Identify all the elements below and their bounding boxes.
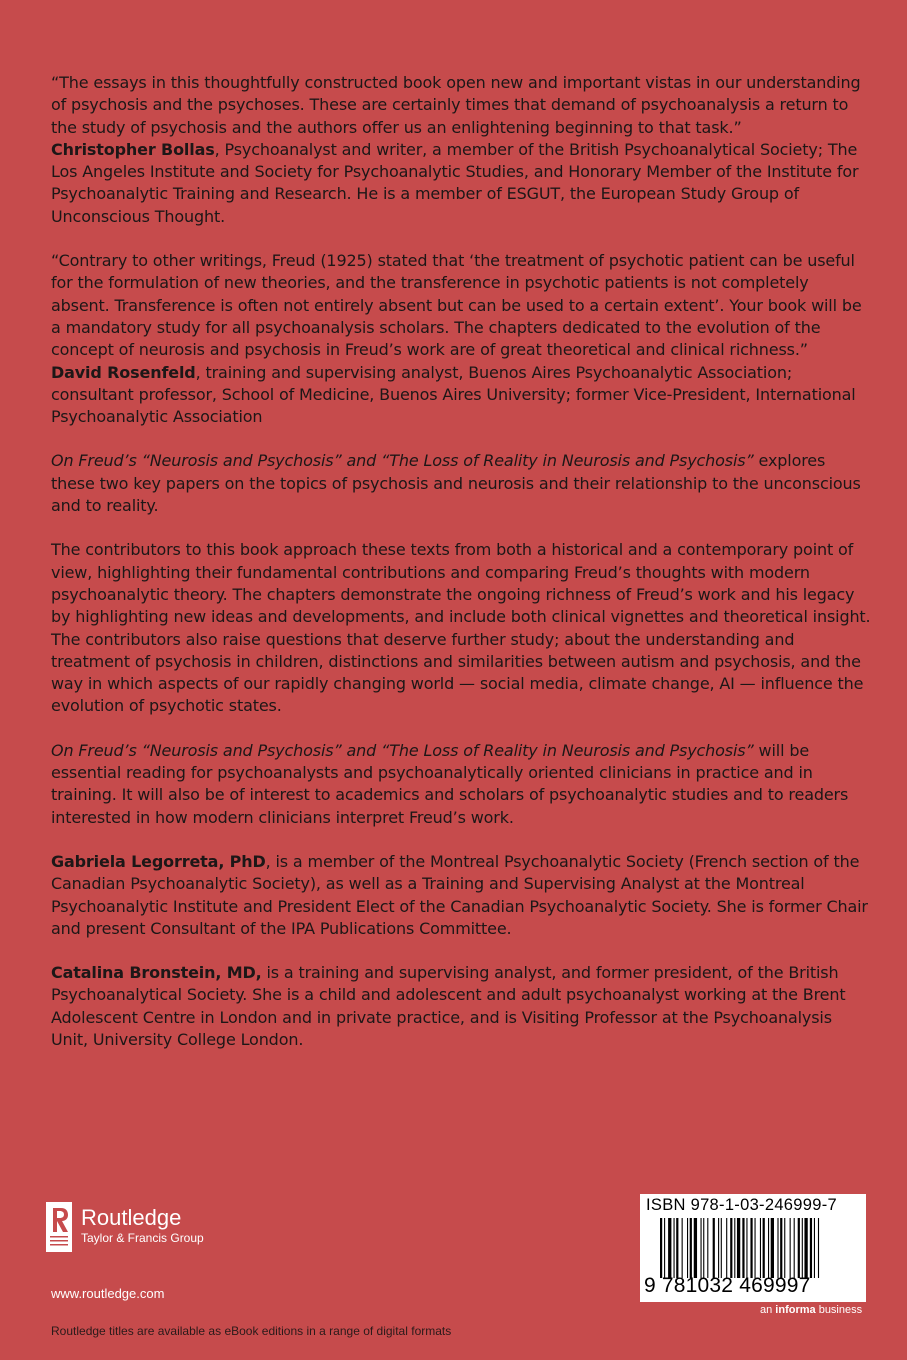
editor-name: Gabriela Legorreta, PhD [51,851,266,871]
description-paragraph-3: On Freud’s “Neurosis and Psychosis” and “The Loss of Reality in Neurosis and Psychosis” will be essential reading for psychoanalysts and psychoanalytically oriented clinicians in practice and in training. It will also be of interest to academics and scholars of psychoanalytic studies and to readers interested in how modern clinicians interpret Freud’s work. [51,740,849,827]
editor-bio-2 [51,962,871,1051]
routledge-mark-icon [46,1202,72,1252]
back-cover-text [51,72,871,1073]
barcode-icon [660,1218,856,1278]
publisher-website[interactable]: www.routledge.com [51,1286,165,1301]
editor-bio: , is a member of the Montreal Psychoanalytic Society (French section of the Canadian Psychoanalytic Society), as well as a Training and Supervising Analyst at the Montreal Psychoanalytic Institute and President Elect of the Canadian Psychoanalytic Society. She is former Chair and present Consultant of the IPA Publications Committee. [51,851,868,938]
editor-bio-1 [51,851,871,940]
endorser-description: , training and supervising analyst, Buenos Aires Psychoanalytic Association; consultant professor, School of Medicine, Buenos Aires University; former Vice-President, International Psychoanalytic Association [51,362,856,427]
quote-text: “Contrary to other writings, Freud (1925) stated that ‘the treatment of psychotic patient can be useful for the formulation of new theories, and the transference in psychotic patients is not completely absent. Transference is often not entirely absent but can be used to a certain extent’. Your book will be a mandatory study for all psychoanalysis scholars. The chapters dedicated to the evolution of the concept of neurosis and psychosis in Freud’s work are of great theoretical and clinical richness.” [51,251,862,360]
isbn-digits: 9 781032 469997 [644,1274,811,1297]
description-paragraph-1: On Freud’s “Neurosis and Psychosis” and “The Loss of Reality in Neurosis and Psychosis” explores these two key papers on the topics of psychosis and neurosis and their relationship to the unconscious and to reality. [51,451,861,516]
description-paragraph-2: The contributors to this book approach these texts from both a historical and a contemporary point of view, highlighting their fundamental contributions and comparing Freud’s thoughts with modern psychoanalytic theory. The chapters demonstrate the ongoing richness of Freud’s work and his legacy by highlighting new ideas and developments, and include both clinical vignettes and theoretical insight. The contributors also raise questions that deserve further study; about the understanding and treatment of psychosis in children, distinctions and similarities between autism and psychosis, and the way in which aspects of our rapidly changing world — social media, climate change, AI — influence the evolution of psychotic states. [51,540,871,716]
book-title-italic: On Freud’s “Neurosis and Psychosis” and “The Loss of Reality in Neurosis and Psychosis” [51,740,754,760]
book-title-italic: On Freud’s “Neurosis and Psychosis” and “The Loss of Reality in Neurosis and Psychosis” [51,451,754,471]
endorsement-quote-2 [51,250,871,428]
quote-text: “The essays in this thoughtfully constructed book open new and important vistas in our understanding of psychosis and the psychoses. These are certainly times that demand of psychoanalysis a return to the study of psychosis and the authors offer us an enlightening beginning to that task.” [51,73,861,137]
endorser-description: , Psychoanalyst and writer, a member of the British Psychoanalytical Society; The Los Angeles Institute and Society for Psychoanalytic Studies, and Honorary Member of the Institute for Psychoanalytic Training and Research. He is a member of ESGUT, the European Study Group of Unconscious Thought. [51,139,859,226]
informa-business-tag: an informa business [760,1304,863,1316]
endorser-name: David Rosenfeld [51,362,196,382]
publisher-name: Routledge [81,1205,182,1230]
informa-brand: informa [775,1304,816,1316]
isbn-label: ISBN 978-1-03-246999-7 [646,1196,837,1214]
publisher-group: Taylor & Francis Group [81,1231,204,1245]
routledge-logo [46,1202,204,1252]
barcode-box [640,1194,866,1302]
editor-name: Catalina Bronstein, MD, [51,963,262,983]
editor-bio: is a training and supervising analyst, and former president, of the British Psychoanalytical Society. She is a child and adolescent and adult psychoanalyst working at the Brent Adolescent Centre in London and in private practice, and is Visiting Professor at the Psychoanalysis Unit, University College London. [51,963,846,1049]
endorser-name: Christopher Bollas [51,139,215,159]
ebook-note: Routledge titles are available as eBook editions in a range of digital formats [51,1324,452,1338]
endorsement-quote-1 [51,72,871,228]
